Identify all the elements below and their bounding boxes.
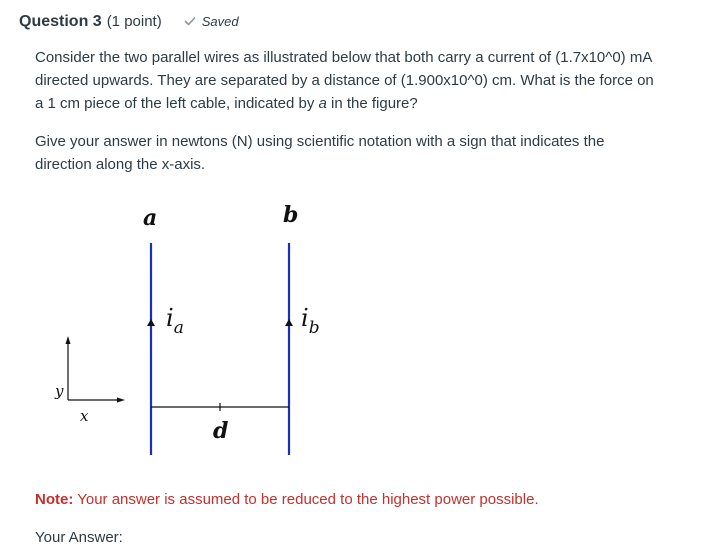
current-a-label xyxy=(166,304,184,338)
question-points: (1 point) xyxy=(106,13,162,30)
wire-a-label: a xyxy=(143,205,158,231)
question-instructions: Give your answer in newtons (N) using scientific notation with a sign that indicates the direction along the x-axis. xyxy=(35,133,605,173)
note xyxy=(35,491,539,508)
x-axis-arrow-icon xyxy=(117,398,125,403)
current-b-symbol: i xyxy=(301,304,309,332)
current-b-arrow-icon xyxy=(285,319,293,326)
saved-label: Saved xyxy=(201,13,239,29)
distance-label: d xyxy=(213,418,229,444)
current-b-subscript: b xyxy=(308,318,320,338)
question-text-main: Consider the two parallel wires as illustrated below that both carry a current of (1.7x10^0) mA directed upwards. They are separated by a distance of (1.900x10^0) cm. What is the force on a 1 cm piece of the left cable, indicated by xyxy=(35,49,654,112)
x-axis-label: x xyxy=(80,407,89,425)
question-title: Question 3 xyxy=(19,13,102,30)
current-a-symbol: i xyxy=(166,304,174,332)
question-text-variable: a xyxy=(318,95,327,112)
y-axis-label: y xyxy=(55,382,64,400)
y-axis-arrow-icon xyxy=(66,336,71,344)
note-text: Your answer is assumed to be reduced to the highest power possible. xyxy=(73,491,539,508)
your-answer-label: Your Answer: xyxy=(35,529,123,546)
current-b-label xyxy=(301,304,320,338)
current-a-arrow-icon xyxy=(147,319,155,326)
question-text-end: in the figure? xyxy=(326,95,418,112)
current-a-subscript: a xyxy=(173,318,184,338)
wire-b-label: b xyxy=(283,202,299,228)
note-label: Note: xyxy=(35,491,74,508)
